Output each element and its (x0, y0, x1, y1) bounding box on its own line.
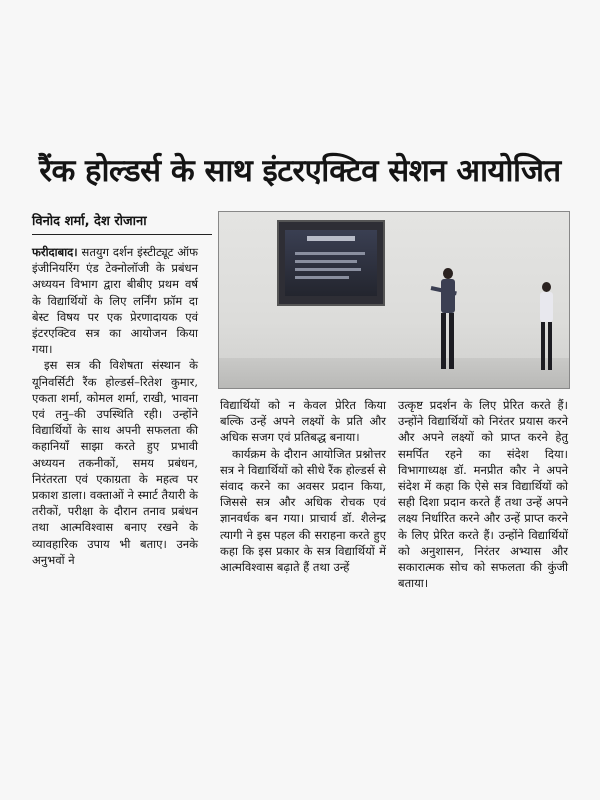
leg (449, 313, 454, 369)
paragraph: इस सत्र की विशेषता संस्थान के यूनिवर्सिटी रैंक होल्डर्स–रितेश कुमार, एकता शर्मा, कोमल शर्मा, राखी, भावना एवं तनु–की उपस्थिति रही। उन्होंने विद्यार्थियों के साथ अपनी सफलता की कहानियाँ साझा करते हुए प्रभावी अध्ययन तकनीकों, समय प्रबंधन, निरंतरता एवं एकाग्रता के महत्व पर प्रकाश डाला। वक्ताओं ने स्मार्ट तैयारी के तरीकों, परीक्षा के दौरान तनाव प्रबंधन तथा आत्मविश्वास बनाए रखने के व्यावहारिक उपाय भी बताए। उनके अनुभवों ने (32, 358, 198, 567)
presentation-slide (285, 230, 377, 296)
leg (548, 322, 552, 370)
leg (441, 313, 446, 369)
photo-floor (219, 358, 569, 388)
article-column-1 (32, 244, 198, 568)
paragraph: कार्यक्रम के दौरान आयोजित प्रश्नोत्तर सत्र ने विद्यार्थियों को सीधे रैंक होल्डर्स से संवाद करने का अवसर प्रदान किया, जिससे सत्र और अधिक रोचक एवं ज्ञानवर्धक बन गया। प्राचार्य डॉ. शैलेन्द्र त्यागी ने इस पहल की सराहना करते हुए कहा कि इस प्रकार के सत्र विद्यार्थियों में आत्मविश्वास बढ़ाते हैं तथा उन्हें (220, 446, 386, 575)
byline: विनोद शर्मा, देश रोजाना (32, 214, 147, 229)
article-column-3 (398, 397, 568, 591)
event-photo (218, 211, 570, 389)
headline: रैंक होल्डर्स के साथ इंटरएक्टिव सेशन आयोजित (39, 153, 561, 189)
byline-rule (32, 234, 212, 235)
slide-line (295, 268, 361, 271)
projector-screen (277, 220, 385, 306)
paragraph: उत्कृष्ट प्रदर्शन के लिए प्रेरित करते हैं। उन्होंने विद्यार्थियों को निरंतर प्रयास करने और अपने लक्ष्यों को प्राप्त करने हेतु समर्पित रहने का संदेश दिया। विभागाध्यक्ष डॉ. मनप्रीत कौर ने अपने संदेश में कहा कि ऐसे सत्र विद्यार्थियों को सही दिशा प्रदान करते हैं तथा उन्हें अपने लक्ष्य निर्धारित करने और उन्हें प्राप्त करने के लिए प्रेरित करते हैं। उन्होंने विद्यार्थियों को अनुशासन, निरंतर अभ्यास और सकारात्मक सोच को सफलता की कुंजी बताया। (398, 398, 568, 591)
torso (540, 292, 553, 322)
article-column-2 (220, 397, 386, 575)
paragraph-text: सतयुग दर्शन इंस्टीट्यूट ऑफ इंजीनियरिंग एंड टेक्नोलॉजी के प्रबंधन अध्ययन विभाग द्वारा बीबीए प्रथम वर्ष के विद्यार्थियों के लिए लर्निंग फ्रॉम दा बेस्ट विषय पर एक प्रेरणादायक एवं इंटरएक्टिव सत्र का आयोजन किया गया। (32, 245, 198, 357)
leg (541, 322, 545, 370)
slide-line (295, 252, 365, 255)
slide-title (307, 236, 355, 241)
paragraph: विद्यार्थियों को न केवल प्रेरित किया बल्कि उन्हें अपने लक्ष्यों के प्रति और अधिक सजग एवं प्रतिबद्ध बनाया। (220, 398, 386, 445)
torso (441, 279, 455, 313)
dateline: फरीदाबाद। (32, 245, 78, 259)
slide-line (295, 260, 357, 263)
paragraph (32, 244, 198, 357)
head (443, 268, 453, 279)
slide-line (295, 276, 349, 279)
head (542, 282, 551, 292)
